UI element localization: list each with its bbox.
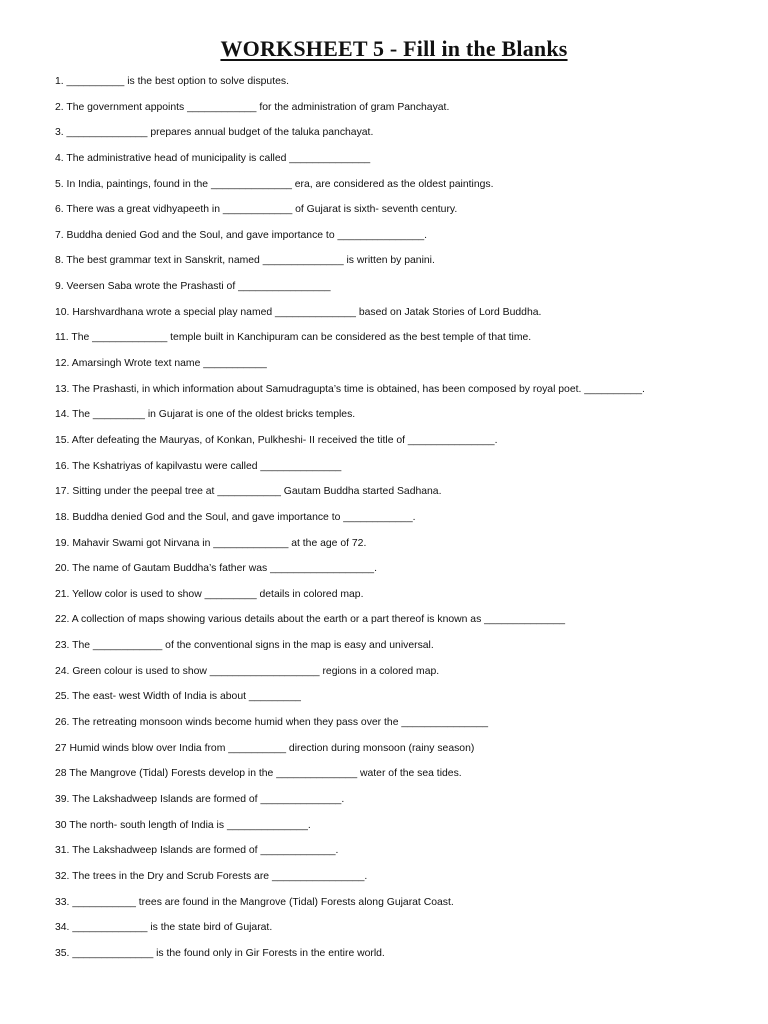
question-item: 9. Veersen Saba wrote the Prashasti of ________________ [55,281,331,293]
question-list [55,72,755,969]
question-item: 1. __________ is the best option to solve disputes. [55,76,289,87]
question-item: 13. The Prashasti, in which information about Samudragupta’s time is obtained, has been composed by royal poet. __________. [55,383,645,395]
question-item: 34. _____________ is the state bird of Gujarat. [55,922,273,934]
question-item: 5. In India, paintings, found in the ______________ era, are considered as the oldest paintings. [55,178,494,190]
worksheet-title [0,35,768,63]
question-item: 33. ___________ trees are found in the Mangrove (Tidal) Forests along Gujarat Coast. [55,896,454,908]
worksheet-title-text: WORKSHEET 5 - Fill in the Blanks [220,36,568,61]
question-item: 7. Buddha denied God and the Soul, and gave importance to _______________. [55,229,428,241]
question-item: 16. The Kshatriyas of kapilvastu were called ______________ [55,460,342,472]
question-item: 15. After defeating the Mauryas, of Konkan, Pulkheshi- II received the title of _______________. [55,434,498,446]
question-item: 23. The ____________ of the conventional signs in the map is easy and universal. [55,640,434,652]
question-item: 27 Humid winds blow over India from __________ direction during monsoon (rainy season) [55,742,475,754]
question-item: 39. The Lakshadweep Islands are formed of ______________. [55,793,345,805]
question-item: 2. The government appoints ____________ for the administration of gram Panchayat. [55,101,450,113]
question-item: 6. There was a great vidhyapeeth in ____________ of Gujarat is sixth- seventh century. [55,204,458,216]
question-item: 22. A collection of maps showing various details about the earth or a part thereof is known as ______________ [55,614,566,626]
question-item: 14. The _________ in Gujarat is one of the oldest bricks temples. [55,409,356,421]
question-item: 21. Yellow color is used to show _________ details in colored map. [55,588,364,600]
question-item: 35. ______________ is the found only in Gir Forests in the entire world. [55,947,385,959]
question-item: 17. Sitting under the peepal tree at ___________ Gautam Buddha started Sadhana. [55,486,442,498]
question-item: 10. Harshvardhana wrote a special play named ______________ based on Jatak Stories of Lord Buddha. [55,306,542,318]
question-item: 32. The trees in the Dry and Scrub Forests are ________________. [55,870,368,882]
question-item: 18. Buddha denied God and the Soul, and gave importance to ____________. [55,511,416,523]
question-item: 30 The north- south length of India is ______________. [55,819,311,831]
question-item: 3. ______________ prepares annual budget of the taluka panchayat. [55,127,374,139]
question-item: 20. The name of Gautam Buddha’s father was __________________. [55,563,377,575]
question-item: 31. The Lakshadweep Islands are formed of _____________. [55,845,339,857]
question-item: 24. Green colour is used to show ___________________ regions in a colored map. [55,665,440,677]
question-item: 8. The best grammar text in Sanskrit, named ______________ is written by panini. [55,255,435,267]
question-item: 28 The Mangrove (Tidal) Forests develop in the ______________ water of the sea tides. [55,768,462,780]
question-item: 4. The administrative head of municipality is called ______________ [55,152,371,164]
question-item: 12. Amarsingh Wrote text name ___________ [55,358,267,370]
question-item: 19. Mahavir Swami got Nirvana in _____________ at the age of 72. [55,537,367,549]
question-item: 11. The _____________ temple built in Kanchipuram can be considered as the best temple of that time. [55,332,532,344]
question-item: 26. The retreating monsoon winds become humid when they pass over the _______________ [55,717,489,729]
question-item: 25. The east- west Width of India is about _________ [55,691,301,703]
